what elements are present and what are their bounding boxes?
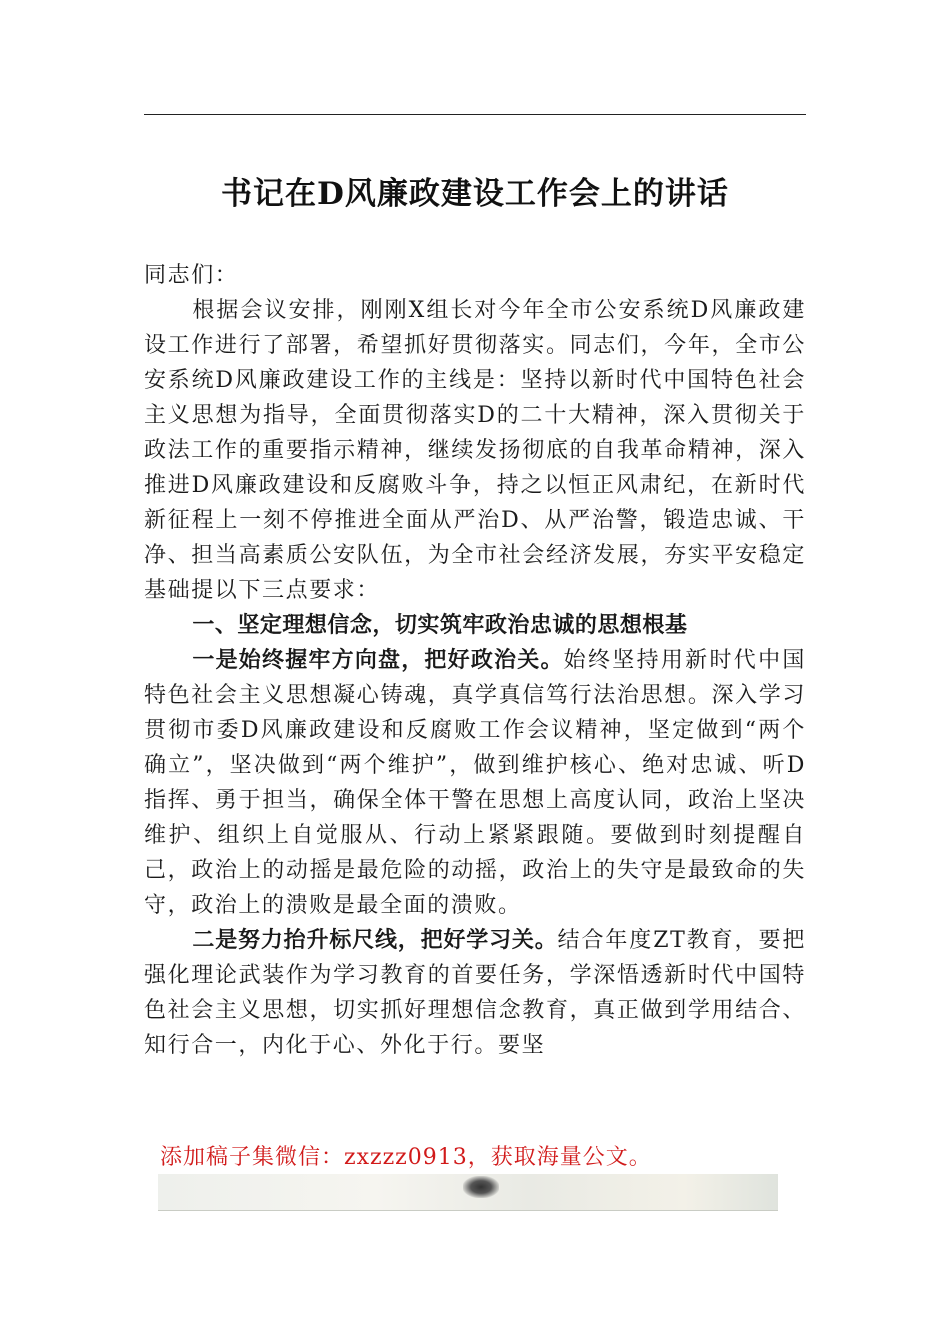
section-heading-1: 一、坚定理想信念，切实筑牢政治忠诚的思想根基 xyxy=(192,613,688,638)
footer-banner-image xyxy=(158,1174,778,1211)
point-2-paragraph xyxy=(144,923,806,1063)
point-2-text: 结合年度ZT教育，要把强化理论武装作为学习教育的首要任务，学深悟透新时代中国特色社会主义思想，切实抓好理想信念教育，真正做到学用结合、知行合一，内化于心、外化于行。要坚 xyxy=(144,928,806,1058)
point-1-lead: 一是始终握牢方向盘，把好政治关。 xyxy=(192,648,564,673)
point-1-paragraph xyxy=(144,643,806,923)
intro-paragraph: 根据会议安排，刚刚X组长对今年全市公安系统D风廉政建设工作进行了部署，希望抓好贯彻落实。同志们，今年，全市公安系统D风廉政建设工作的主线是：坚持以新时代中国特色社会主义思想为指导，全面贯彻落实D的二十大精神，深入贯彻关于政法工作的重要指示精神，继续发扬彻底的自我革命精神，深入推进D风廉政建设和反腐败斗争，持之以恒正风肃纪，在新时代新征程上一刻不停推进全面从严治D、从严治警，锻造忠诚、干净、担当高素质公安队伍，为全市社会经济发展，夯实平安稳定基础提以下三点要求： xyxy=(144,298,806,603)
document-body xyxy=(144,258,806,1063)
point-2-lead: 二是努力抬升标尺线，把好学习关。 xyxy=(192,928,558,953)
promo-text: 添加稿子集微信：zxzzz0913，获取海量公文。 xyxy=(160,1145,652,1170)
header-rule xyxy=(144,114,806,115)
point-1-text: 始终坚持用新时代中国特色社会主义思想凝心铸魂，真学真信笃行法治思想。深入学习贯彻市委D风廉政建设和反腐败工作会议精神，坚定做到“两个确立”，坚决做到“两个维护”，做到维护核心、绝对忠诚、听D指挥、勇于担当，确保全体干警在思想上高度认同，政治上坚决维护、组织上自觉服从、行动上紧紧跟随。要做到时刻提醒自己，政治上的动摇是最危险的动摇，政治上的失守是最致命的失守，政治上的溃败是最全面的溃败。 xyxy=(144,648,806,918)
document-title: 书记在D风廉政建设工作会上的讲话 xyxy=(221,176,729,212)
salutation: 同志们： xyxy=(144,263,239,288)
banner-decoration xyxy=(463,1176,499,1198)
